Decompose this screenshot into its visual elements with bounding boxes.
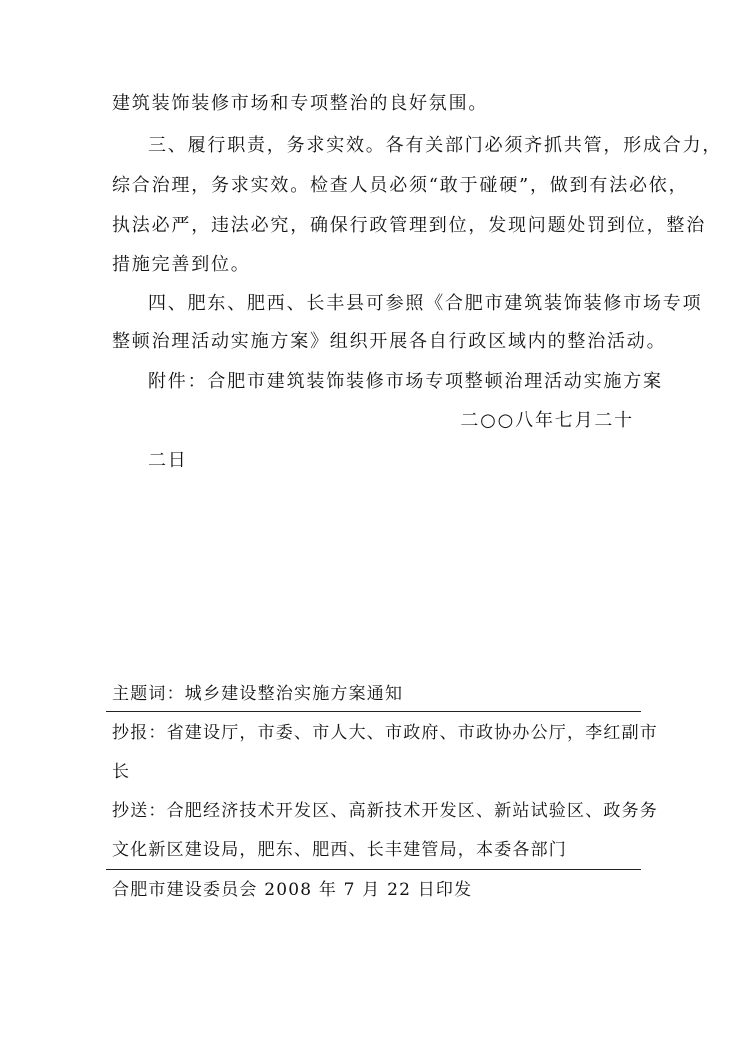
keywords-line: 主题词：城乡建设整治实施方案通知 (112, 684, 404, 704)
paragraph-line: 整顿治理活动实施方案》组织开展各自行政区域内的整治活动。 (112, 331, 667, 352)
attachment-line: 附件：合肥市建筑装饰装修市场专项整顿治理活动实施方案 (148, 371, 663, 392)
divider (106, 869, 641, 870)
paragraph-line: 四、肥东、肥西、长丰县可参照《合肥市建筑装饰装修市场专项 (148, 293, 703, 314)
send-line: 抄送：合肥经济技术开发区、高新技术开发区、新站试验区、政务务 (112, 801, 658, 821)
paragraph-line: 执法必严，违法必究，确保行政管理到位，发现问题处罚到位，整治 (112, 215, 706, 236)
paragraph-line: 措施完善到位。 (112, 254, 251, 275)
report-line-continued: 长 (112, 762, 131, 782)
divider (106, 711, 641, 712)
issuer-line: 合肥市建设委员会 2008 年 7 月 22 日印发 (112, 880, 473, 900)
paragraph-line: 建筑装饰装修市场和专项整治的良好氛围。 (112, 93, 489, 114)
send-line-continued: 文化新区建设局，肥东、肥西、长丰建管局，本委各部门 (112, 840, 567, 860)
date-line-continued: 二日 (148, 450, 188, 471)
report-line: 抄报：省建设厅，市委、市人大、市政府、市政协办公厅，李红副市 (112, 723, 658, 743)
date-line: 二○○八年七月二十 (460, 410, 634, 431)
paragraph-line: 三、履行职责，务求实效。各有关部门必须齐抓共管，形成合力， (148, 135, 723, 156)
paragraph-line: 综合治理，务求实效。检查人员必须“敢于碰硬”，做到有法必依， (112, 175, 689, 196)
